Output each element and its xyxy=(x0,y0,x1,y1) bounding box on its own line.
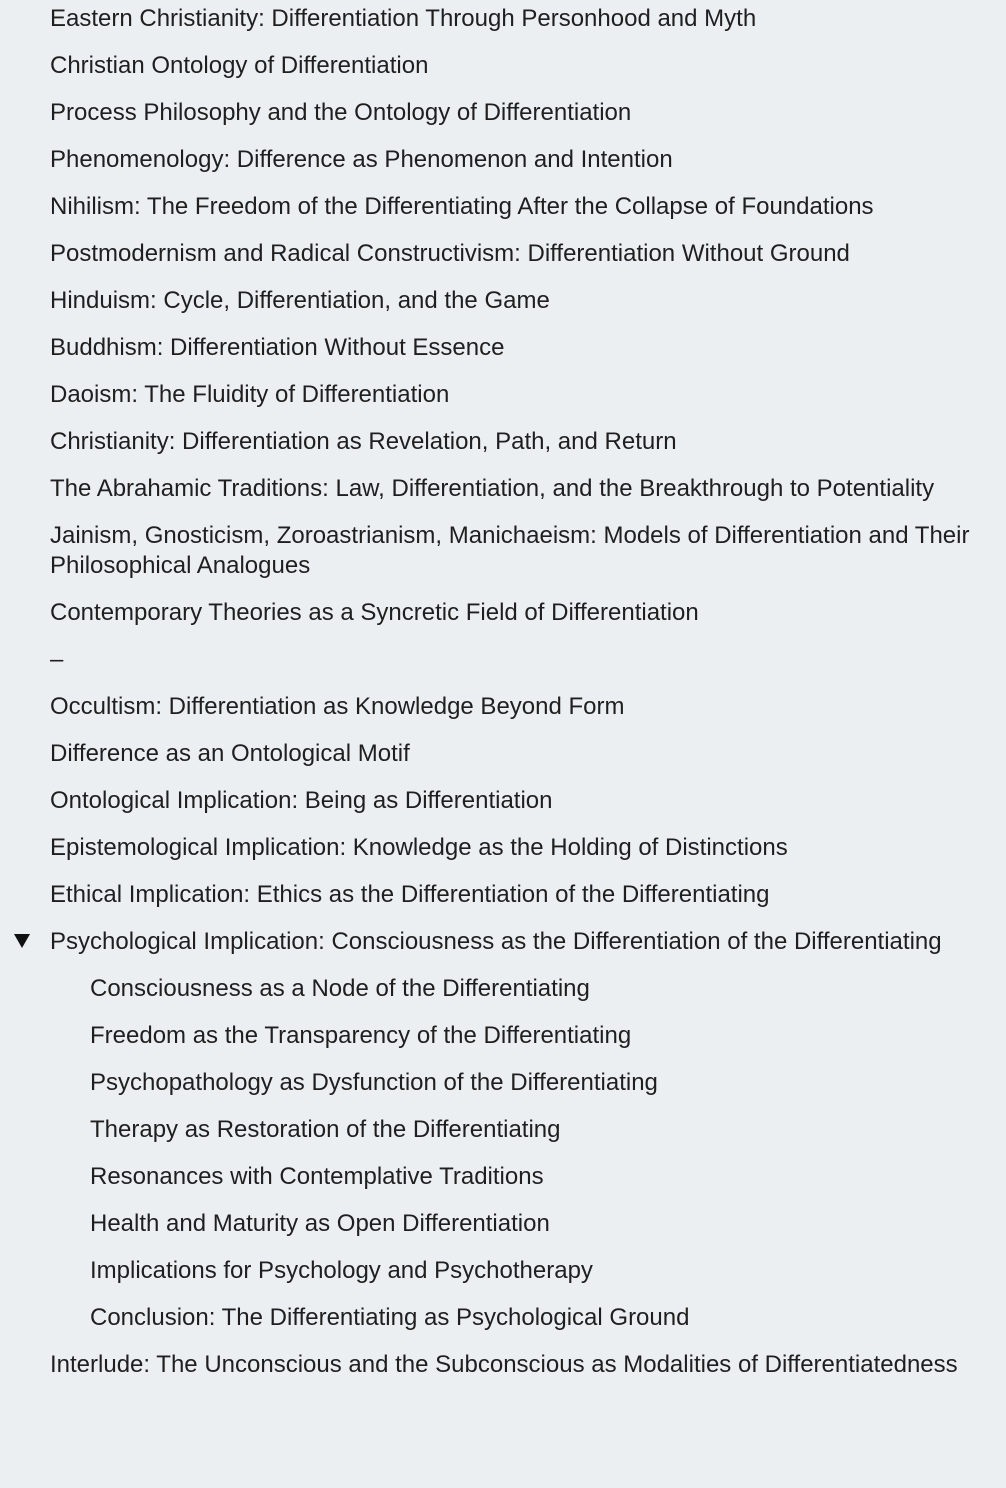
toc-item[interactable]: Occultism: Differentiation as Knowledge Beyond Form xyxy=(50,693,625,720)
toc-item[interactable]: Difference as an Ontological Motif xyxy=(50,740,410,767)
toc-section-label: Psychological Implication: Consciousness as the Differentiation of the Differentiating xyxy=(50,928,942,955)
toc-item[interactable]: Epistemological Implication: Knowledge as the Holding of Distinctions xyxy=(50,834,788,861)
toc-item[interactable]: Hinduism: Cycle, Differentiation, and the Game xyxy=(50,287,550,314)
toc-subitem[interactable]: Psychopathology as Dysfunction of the Differentiating xyxy=(90,1069,658,1096)
toc-item[interactable]: Christianity: Differentiation as Revelation, Path, and Return xyxy=(50,428,677,455)
expand-triangle-icon[interactable] xyxy=(14,929,30,948)
toc-subitem[interactable]: Therapy as Restoration of the Differentiating xyxy=(90,1116,561,1143)
toc-item[interactable]: Daoism: The Fluidity of Differentiation xyxy=(50,381,450,408)
toc-separator: – xyxy=(50,646,64,673)
toc-item[interactable]: Nihilism: The Freedom of the Differentiating After the Collapse of Foundations xyxy=(50,193,874,220)
toc-subitem[interactable]: Health and Maturity as Open Differentiation xyxy=(90,1210,550,1237)
toc-item[interactable]: Buddhism: Differentiation Without Essence xyxy=(50,334,505,361)
toc-item[interactable]: Process Philosophy and the Ontology of Differentiation xyxy=(50,99,632,126)
toc-item[interactable]: Eastern Christianity: Differentiation Through Personhood and Myth xyxy=(50,5,757,32)
toc-subitem[interactable]: Resonances with Contemplative Traditions xyxy=(90,1163,544,1190)
toc-item[interactable]: Interlude: The Unconscious and the Subconscious as Modalities of Differentiatedness xyxy=(50,1351,958,1378)
toc-item[interactable]: Christian Ontology of Differentiation xyxy=(50,52,429,79)
toc-item[interactable]: Postmodernism and Radical Constructivism: Differentiation Without Ground xyxy=(50,240,850,267)
toc-item[interactable]: Ethical Implication: Ethics as the Differentiation of the Differentiating xyxy=(50,881,770,908)
toc-item[interactable]: Contemporary Theories as a Syncretic Field of Differentiation xyxy=(50,599,699,626)
toc-item[interactable]: Jainism, Gnosticism, Zoroastrianism, Manichaeism: Models of Differentiation and Their Philosophical Analogues xyxy=(50,522,970,579)
toc-item[interactable]: Phenomenology: Difference as Phenomenon and Intention xyxy=(50,146,673,173)
toc-subitem[interactable]: Implications for Psychology and Psychotherapy xyxy=(90,1257,593,1284)
toc-subitem[interactable]: Freedom as the Transparency of the Differentiating xyxy=(90,1022,632,1049)
toc-item-expanded-section[interactable] xyxy=(0,927,1006,957)
toc-subitem[interactable]: Consciousness as a Node of the Differentiating xyxy=(90,975,590,1002)
toc-subitem[interactable]: Conclusion: The Differentiating as Psychological Ground xyxy=(90,1304,690,1331)
toc-item[interactable]: Ontological Implication: Being as Differentiation xyxy=(50,787,553,814)
toc-item[interactable]: The Abrahamic Traditions: Law, Differentiation, and the Breakthrough to Potentiality xyxy=(50,475,935,502)
